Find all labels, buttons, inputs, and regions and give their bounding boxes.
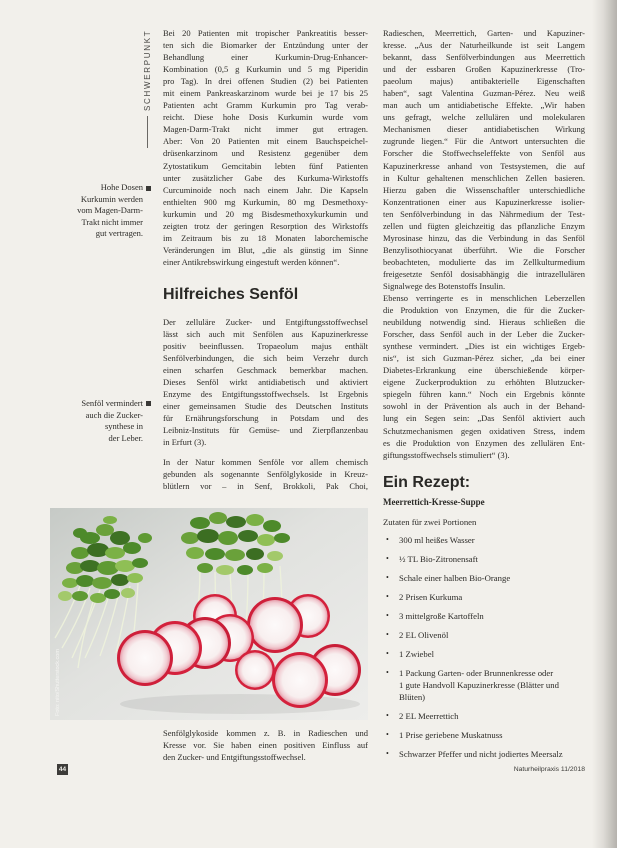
photo-illustration xyxy=(50,508,368,720)
ingredient-item xyxy=(384,534,584,546)
text-line: reicht. Diese hohe Dosis Kurkumin wurde vom xyxy=(163,112,368,123)
ingredient-line: 1 Prise geriebene Muskatnuss xyxy=(399,730,503,740)
text-line: Aber: Von 20 Patienten mit einem Bauchspeichel- xyxy=(163,136,368,147)
bullet-icon: • xyxy=(386,573,389,582)
ingredient-text xyxy=(399,629,448,641)
text-line: paeolum majus) antibakterielle Eigenschaften xyxy=(383,76,585,87)
text-line: ten sich die Biomarker der Entzündung unter der xyxy=(163,40,368,51)
bullet-icon: • xyxy=(386,592,389,601)
radish-sprouts-photo xyxy=(50,508,368,720)
text-line: blütlern vor – in Senf, Brokkoli, Pak Choi, xyxy=(163,481,368,492)
left-column-paragraph-3 xyxy=(163,456,368,492)
bullet-icon: • xyxy=(386,711,389,720)
text-line: zellen und fügten gleichzeitig das pflanzliche Enzym xyxy=(383,220,585,231)
ingredient-line: 3 mittelgroße Kartoffeln xyxy=(399,611,484,621)
note-line: synthese in xyxy=(104,421,143,431)
section-heading: Hilfreiches Senföl xyxy=(163,286,299,303)
text-line: Forscher die Stoffwechseleffekte von Senföl aus xyxy=(383,148,585,159)
ingredient-line: 1 Packung Garten- oder Brunnenkresse oder xyxy=(399,668,554,678)
section-label: SCHWERPUNKT xyxy=(143,29,152,111)
bullet-icon: • xyxy=(386,611,389,620)
ingredient-item xyxy=(384,553,584,565)
bullet-icon: • xyxy=(386,749,389,758)
text-line: Schutzmechanismen gegen oxidativen Stress, indem xyxy=(383,425,585,436)
ingredient-item xyxy=(384,610,584,622)
note-line: Trakt nicht immer xyxy=(81,216,143,227)
text-line: uns gefragt, welche zellulären und molekularen xyxy=(383,112,585,123)
text-line: enthielten 900 mg Kurkumin, 80 mg Desmethoxy- xyxy=(163,196,368,207)
recipe-heading: Ein Rezept: xyxy=(383,474,471,491)
text-line: zugrunde liegen.“ Für die Antwort untersuchten die xyxy=(383,136,585,147)
text-line: Diabetes-Erkrankung eine überschießende körper- xyxy=(383,365,585,376)
text-line: Forscher, dass Senföl auch in der Leber die Zucker- xyxy=(383,329,585,340)
ingredient-item xyxy=(384,667,584,703)
text-line: Der zelluläre Zucker- und Entgiftungsstoffwechsel xyxy=(163,317,368,327)
text-line: und der essbaren Großen Kapuzinerkresse (Tro- xyxy=(383,64,585,75)
left-column-paragraph-2 xyxy=(163,316,368,449)
square-bullet-icon xyxy=(146,186,151,191)
ingredient-line: Schale einer halben Bio-Orange xyxy=(399,573,511,583)
text-line: haben“, sagt Valentina Guzman-Pérez. Neu weiß xyxy=(383,88,585,99)
text-line: gebunden als sogenannte Senfölglykoside in Kreuz- xyxy=(163,469,368,480)
ingredient-item xyxy=(384,729,584,741)
text-line: Curcuminoide noch nach einem Jahr. Die Kapseln xyxy=(163,184,368,195)
text-line: kresse. „Aus der Naturheilkunde ist seit Langem xyxy=(383,40,585,51)
section-divider-line xyxy=(147,116,148,148)
photo-credit: Foto: nito/Shutterstock.com xyxy=(55,649,61,716)
note-line: vom Magen-Darm- xyxy=(77,205,143,215)
text-line: Radieschen, Meerrettich, Garten- und Kapuziner- xyxy=(383,28,585,38)
ingredient-text xyxy=(399,648,434,660)
left-column-paragraph-1 xyxy=(163,27,368,268)
bullet-icon: • xyxy=(386,730,389,739)
ingredient-text xyxy=(399,591,462,603)
text-line: In der Natur kommen Senföle vor allem chemisch xyxy=(163,457,368,467)
ingredient-item xyxy=(384,629,584,641)
text-line: Kombination (0,5 g Kurkumin und 5 mg Piperidin xyxy=(163,64,368,75)
ingredient-item xyxy=(384,591,584,603)
text-line: Senfölglykoside kommen z. B. in Radieschen und xyxy=(163,728,368,738)
text-line: Signalwege des Botenstoffs Insulin. xyxy=(383,280,506,291)
text-line: Enzyme des Entgiftungsstoffwechsels. Ist Ergebnis xyxy=(163,389,368,400)
ingredient-text xyxy=(399,534,475,546)
ingredient-text xyxy=(399,710,459,722)
text-line: sowohl in der Prävention als auch in der Behand- xyxy=(383,401,585,412)
ingredient-text xyxy=(399,610,484,622)
right-column-paragraph-2 xyxy=(383,292,585,461)
text-line: ten Senfölverbindung in das Nährmedium der Test- xyxy=(383,208,585,219)
text-line: nis“, ist sich Guzman-Pérez sicher, „da bei einer xyxy=(383,353,585,364)
note-line: auch die Zucker- xyxy=(85,409,143,420)
text-line: Hierzu gaben die Wissenschaftler unterschiedliche xyxy=(383,184,585,195)
text-line: lung ein Segen sein: „Das Senföl aktiviert auch xyxy=(383,413,585,424)
text-line: Magen-Darm-Trakt nicht immer gut ertragen. xyxy=(163,124,368,135)
ingredient-text xyxy=(399,729,503,741)
ingredient-item xyxy=(384,710,584,722)
text-line: freigesetzte Senföl dosisabhängig die intrazellulären xyxy=(383,268,585,279)
text-line: es die Produktion von Enzymen des zellulären Ent- xyxy=(383,437,585,448)
text-line: drüsenkarzinom und Resistenz gegenüber dem xyxy=(163,148,368,159)
square-bullet-icon xyxy=(146,401,151,406)
note-line: Hohe Dosen xyxy=(100,182,143,192)
text-line: unter zusätzlicher Gabe des Kurkuma-Wirkstoffs xyxy=(163,172,368,183)
ingredient-line: 300 ml heißes Wasser xyxy=(399,535,475,545)
text-line: Bei 20 Patienten mit tropischer Pankreatitis besser- xyxy=(163,28,368,38)
text-line: Ebenso verringerte es in menschlichen Leberzellen xyxy=(383,293,585,303)
note-line: gut vertragen. xyxy=(95,228,143,238)
text-line: im Zeitraum bis zu 18 Monaten laborchemische xyxy=(163,232,368,243)
bullet-icon: • xyxy=(386,554,389,563)
text-line: Benzylisothiocyanat überführt. Wie die Forscher xyxy=(383,244,585,255)
text-line: den Zucker- und Entgiftungsstoffwechsel. xyxy=(163,752,306,763)
text-line: Zytostatikum Gemcitabin lebten fünf Patienten xyxy=(163,160,368,171)
note-line: Senföl vermindert xyxy=(81,398,143,408)
text-line: positiv beeinflussen. Tropaeolum majus enthält xyxy=(163,341,368,352)
text-line: in Kultur gehaltenen menschlichen Zellen basieren. xyxy=(383,172,585,183)
ingredient-line: Blüten) xyxy=(399,692,426,702)
ingredient-line: 2 EL Meerrettich xyxy=(399,711,459,721)
text-line: einer gemeinsamen Studie des Deutschen Instituts xyxy=(163,401,368,412)
text-line: für Ernährungsforschung in Potsdam und des xyxy=(163,413,368,424)
text-line: einer Antikrebswirkung eingestuft werden können“. xyxy=(163,256,340,267)
text-line: mit einem Pankreaskarzinom wurde bei je 17 bis 25 xyxy=(163,88,368,99)
ingredient-item xyxy=(384,748,584,760)
text-line: die Produktion von Enzymen, die für die Zucker- xyxy=(383,305,585,316)
ingredient-item xyxy=(384,648,584,660)
text-line: Kapuzinerkresse anhand von Testsystemen, die auf xyxy=(383,160,585,171)
note-line: der Leber. xyxy=(108,432,143,443)
ingredient-list xyxy=(384,534,584,767)
ingredient-line: 2 EL Olivenöl xyxy=(399,630,449,640)
text-line: man auch um antidiabetische Effekte. „Wir haben xyxy=(383,100,585,111)
footer-issue: Naturheilpraxis 11/2018 xyxy=(513,766,585,773)
page-number: 44 xyxy=(58,766,67,773)
bullet-icon: • xyxy=(386,668,389,677)
text-line: giftungsstoffwechsels stimuliert“ (3). xyxy=(383,449,510,460)
text-line: Konzentrationen einer aus Kapuzinerkresse isolier- xyxy=(383,196,585,207)
right-column-paragraph-1 xyxy=(383,27,585,292)
text-line: synthese vermindert. „Dies ist ein wichtiges Ergeb- xyxy=(383,341,585,352)
note-line: Kurkumin werden xyxy=(80,193,143,204)
recipe-servings: Zutaten für zwei Portionen xyxy=(383,517,477,527)
text-line: Veränderungen im Blut, „die als günstig im Sinne xyxy=(163,244,368,255)
ingredient-line: 1 Zwiebel xyxy=(399,649,434,659)
ingredient-text xyxy=(399,572,510,584)
text-line: Leibniz-Instituts für Gemüse- und Zierpflanzenbau xyxy=(163,425,368,436)
bullet-icon: • xyxy=(386,630,389,639)
sidebar-note-1 xyxy=(59,182,143,240)
ingredient-text xyxy=(399,748,563,760)
text-line: neubildung notwendig sind. Hieraus schließen die xyxy=(383,317,585,328)
text-line: bekannt, dass Senfölverbindungen aus Meerrettich xyxy=(383,52,585,63)
bullet-icon: • xyxy=(386,535,389,544)
ingredient-line: 2 Prisen Kurkuma xyxy=(399,592,463,602)
text-line: lässt sich auch mit Senfölen aus Kapuzinerkresse xyxy=(163,329,368,340)
ingredient-text xyxy=(399,553,478,565)
text-line: Patienten acht Gramm Kurkumin pro Tag verab- xyxy=(163,100,368,111)
ingredient-item xyxy=(384,572,584,584)
ingredient-text xyxy=(399,667,559,703)
text-line: in Erfurt (3). xyxy=(163,437,207,448)
text-line: Kresse vor. Sie haben einen positiven Einfluss auf xyxy=(163,740,368,751)
text-line: spiegeln führen kann.“ Noch ein Ergebnis könnte xyxy=(383,389,585,400)
text-line: Myrosinase hinzu, das die Verbindung in das Senföl xyxy=(383,232,585,243)
page-spine-shadow xyxy=(592,0,617,848)
figure-caption xyxy=(163,727,368,763)
text-line: Dieses Senföl wirkt antidiabetisch und aktiviert xyxy=(163,377,368,388)
text-line: zeigten trotz der geringen Resorption des Wirkstoffs xyxy=(163,220,368,231)
text-line: Behandlung einer Kurkumin-Drug-Enhancer- xyxy=(163,52,368,63)
ingredient-line: Schwarzer Pfeffer und nicht jodiertes Meersalz xyxy=(399,749,563,759)
text-line: Senfölverbindungen, die sich beim Verzehr durch xyxy=(163,353,368,364)
ingredient-line: 1 gute Handvoll Kapuzinerkresse (Blätter und xyxy=(399,680,559,690)
text-line: kurkumin und 20 mg Bisdesmethoxykurkumin und xyxy=(163,208,368,219)
recipe-title: Meerrettich-Kresse-Suppe xyxy=(383,497,485,507)
text-line: eigene Zuckerproduktion zu erhöhten Blutzucker- xyxy=(383,377,585,388)
text-line: pro Tag). In drei offenen Studien (2) bei Patienten xyxy=(163,76,368,87)
text-line: einen scharfen Geschmack bemerkbar machen. xyxy=(163,365,368,376)
ingredient-line: ½ TL Bio-Zitronensaft xyxy=(399,554,478,564)
text-line: Mechanismen dieser antidiabetischen Wirkung xyxy=(383,124,585,135)
bullet-icon: • xyxy=(386,649,389,658)
sidebar-note-2 xyxy=(59,398,143,444)
text-line: beobachteten, modulierte das im Zellkulturmedium xyxy=(383,256,585,267)
